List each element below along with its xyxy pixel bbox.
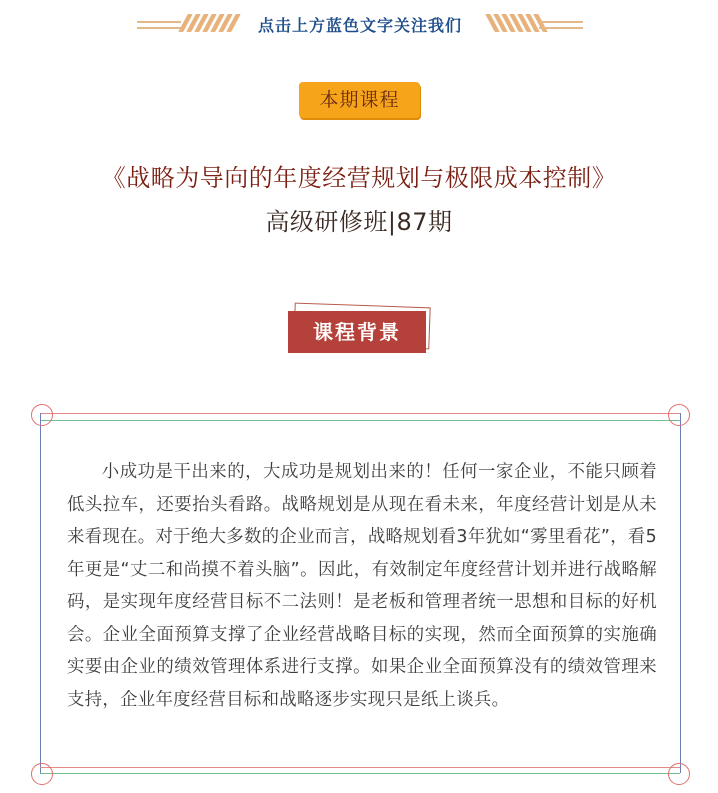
frame-bottom-red-line [40, 767, 680, 768]
course-label-tag: 本期课程 [299, 82, 420, 118]
frame-bottom-green-line [40, 773, 680, 774]
background-paragraph: 小成功是干出来的，大成功是规划出来的！任何一家企业，不能只顾着低头拉车，还要抬头看路。战略规划是从现在看未来，年度经营计划是从未来看现在。对于绝大多数的企业而言，战略规划看3年犹如“雾里看花”，看5年更是“丈二和尚摸不着头脑”。因此，有效制定年度经营计划并进行战略解码，是实现年度经营目标不二法则！是老板和管理者统一思想和目标的好机会。企业全面预算支撑了企业经营战略目标的实现，然而全面预算的实施确实要由企业的绩效管理体系进行支撑。如果企业全面预算没有的绩效管理来支持，企业年度经营目标和战略逐步实现只是纸上谈兵。 [67, 462, 657, 710]
decor-line-left-top [137, 21, 181, 23]
section-badge [288, 305, 430, 355]
frame-top-green-line [40, 420, 680, 421]
course-subtitle: 高级研修班|87期 [265, 208, 453, 236]
decor-line-right-bottom [539, 27, 583, 29]
corner-circle-icon [31, 763, 53, 785]
corner-circle-icon [668, 404, 690, 426]
follow-banner [0, 10, 718, 42]
section-badge-label: 课程背景 [288, 311, 426, 353]
frame-left-line [40, 413, 41, 773]
decor-chevrons-left-icon [183, 14, 236, 36]
decor-line-left-bottom [137, 27, 181, 29]
course-title: 《战略为导向的年度经营规划与极限成本控制》 [101, 164, 617, 192]
frame-top-red-line [40, 413, 680, 414]
follow-link[interactable]: 点击上方蓝色文字关注我们 [257, 16, 462, 35]
decor-line-right-top [539, 21, 583, 23]
decor-chevrons-right-icon [490, 14, 543, 36]
corner-circle-icon [668, 763, 690, 785]
corner-circle-icon [31, 404, 53, 426]
frame-right-line [680, 413, 681, 773]
